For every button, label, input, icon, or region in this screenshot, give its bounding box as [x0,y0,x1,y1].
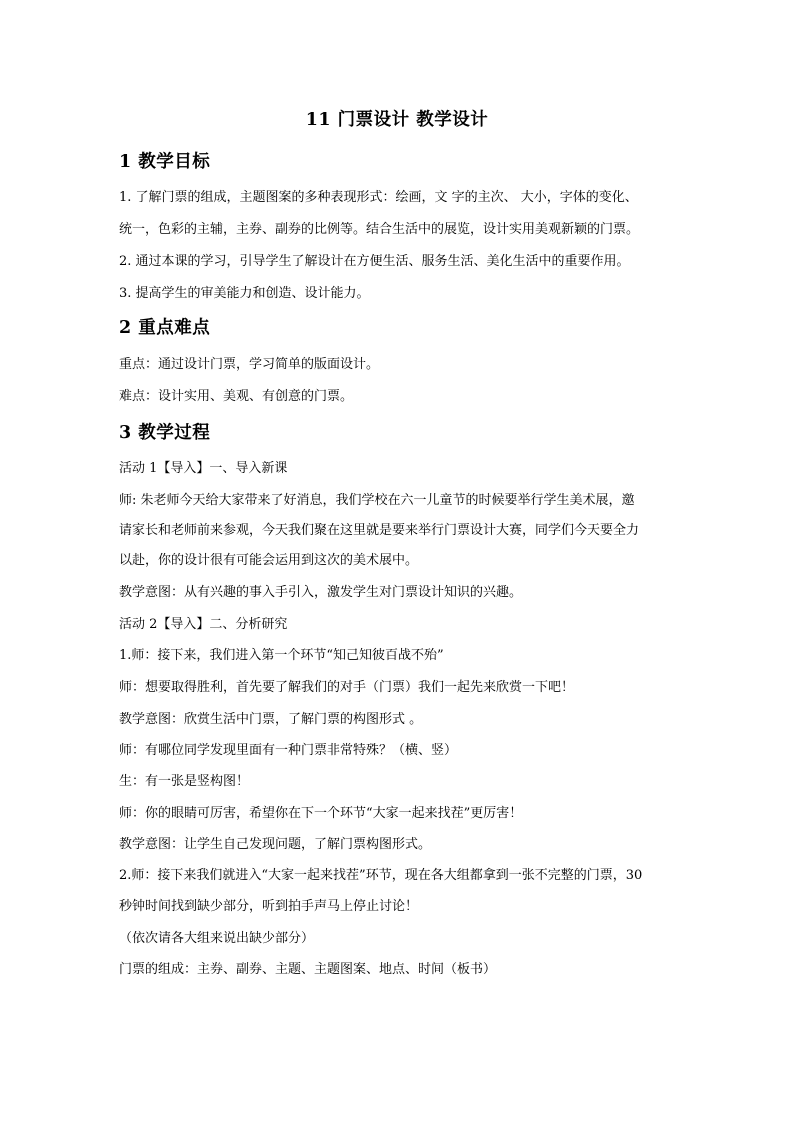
paragraph-line: 1. 了解门票的组成，主题图案的多种表现形式：绘画，文 字的主次、 大小，字体的变化、 [119,190,638,205]
section-heading-objectives: 1 教学目标 [119,152,211,172]
paragraph-line: 师：想要取得胜利，首先要了解我们的对手（门票）我们一起先来欣赏一下吧！ [119,680,575,695]
paragraph-line: 请家长和老师前来参观，今天我们聚在这里就是要来举行门票设计大赛，同学们今天要全力 [119,523,640,538]
paragraph-line: 师：有哪位同学发现里面有一种门票非常特殊？（横、竖） [119,743,458,758]
paragraph-line: 门票的组成：主券、副券、主题、主题图案、地点、时间（板书） [119,962,497,977]
paragraph-line: （依次请各大组来说出缺少部分） [119,931,315,946]
paragraph-line: 2.师：接下来我们就进入“大家一起来找茬”环节，现在各大组都拿到一张不完整的门票，30 [119,868,643,883]
section-heading-process: 3 教学过程 [119,423,211,443]
paragraph-line: 教学意图：从有兴趣的事入手引入，激发学生对门票设计知识的兴趣。 [119,585,523,600]
paragraph-line: 1.师：接下来，我们进入第一个环节“知己知彼百战不殆” [119,648,444,663]
paragraph-line: 师：你的眼睛可厉害，希望你在下一个环节“大家一起来找茬”更厉害！ [119,806,523,821]
paragraph-line: 教学意图：让学生自己发现问题，了解门票构图形式。 [119,837,432,852]
paragraph-line: 教学意图：欣赏生活中门票，了解门票的构图形式 。 [119,712,423,727]
paragraph-line: 2. 通过本课的学习，引导学生了解设计在方便生活、服务生活、美化生活中的重要作用。 [119,254,630,269]
document-title: 11 门票设计 教学设计 [305,110,489,130]
paragraph-line: 活动 1【导入】一、导入新课 [119,461,288,476]
paragraph-line: 统一，色彩的主辅，主券、副券的比例等。结合生活中的展览，设计实用美观新颖的门票。 [119,222,640,237]
paragraph-line: 以赴，你的设计很有可能会运用到这次的美术展中。 [119,553,419,568]
paragraph-line: 3. 提高学生的审美能力和创造、设计能力。 [119,286,370,301]
paragraph-line: 难点：设计实用、美观、有创意的门票。 [119,389,354,404]
paragraph-line: 秒钟时间找到缺少部分，听到拍手声马上停止讨论！ [119,899,419,914]
paragraph-line: 重点：通过设计门票，学习简单的版面设计。 [119,357,380,372]
paragraph-line: 师: 朱老师今天给大家带来了好消息，我们学校在六一儿童节的时候要举行学生美术展，邀 [119,493,635,508]
section-heading-key-points: 2 重点难点 [119,318,211,338]
paragraph-line: 活动 2【导入】二、分析研究 [119,617,288,632]
paragraph-line: 生：有一张是竖构图！ [119,774,250,789]
